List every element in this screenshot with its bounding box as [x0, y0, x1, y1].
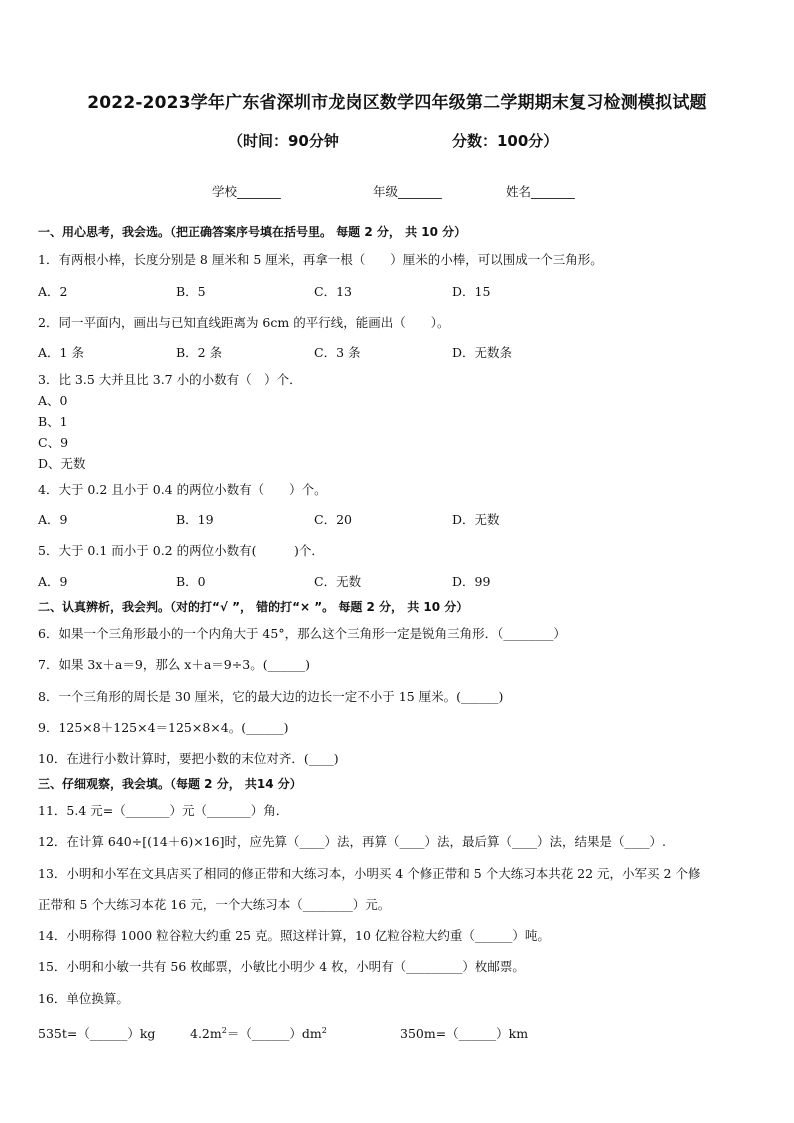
q1-option-d: D．15: [452, 284, 491, 299]
q16-area-exponent-2: 2: [321, 1025, 327, 1035]
question-8: 8．一个三角形的周长是 30 厘米，它的最大边的边长一定不小于 15 厘米。(______): [38, 689, 504, 704]
q16-area-exponent: 2: [221, 1025, 227, 1035]
question-9: 9．125×8＋125×4＝125×8×4。(______): [38, 720, 289, 735]
page-title: 2022-2023学年广东省深圳市龙岗区数学四年级第二学期期末复习检测模拟试题: [87, 93, 707, 113]
exam-score: 分数：100分）: [452, 132, 559, 150]
q5-option-d: D．99: [452, 574, 491, 589]
question-7: 7．如果 3x＋a＝9，那么 x＋a＝9÷3。(______): [38, 657, 310, 672]
q2-option-c: C．3 条: [314, 345, 361, 360]
question-13-line-2: 正带和 5 个大练习本花 16 元，一个大练习本（________）元。: [38, 897, 391, 912]
q5-option-c: C．无数: [314, 574, 362, 589]
section-1-heading: 一、用心思考，我会选。（把正确答案序号填在括号里。 每题 2 分， 共 10 分）: [38, 225, 467, 239]
q3-option-d: D、无数: [38, 456, 86, 471]
q3-option-b: B、1: [38, 414, 68, 429]
exam-time: （时间：90分钟: [228, 132, 339, 150]
q4-option-d: D．无数: [452, 512, 500, 527]
question-15: 15．小明和小敏一共有 56 枚邮票，小敏比小明少 4 枚，小明有（_________）枚邮票。: [38, 959, 525, 974]
q2-option-b: B．2 条: [176, 345, 223, 360]
q1-option-c: C．13: [314, 284, 352, 299]
q16-item-area: [190, 1024, 327, 1042]
question-14: 14．小明称得 1000 粒谷粒大约重 25 克。照这样计算，10 亿粒谷粒大约重（______）吨。: [38, 928, 550, 943]
q3-option-a: A、0: [38, 393, 68, 408]
grade-field: 年级_______: [373, 184, 442, 199]
q16-item-mass: 535t=（______）kg: [38, 1026, 156, 1041]
q4-option-b: B．19: [176, 512, 214, 527]
q5-option-b: B．0: [176, 574, 206, 589]
q4-option-a: A．9: [38, 512, 68, 527]
q1-option-a: A．2: [38, 284, 68, 299]
question-3: 3．比 3.5 大并且比 3.7 小的小数有（ ）个．: [38, 372, 302, 387]
section-2-heading: 二、认真辨析，我会判。（对的打“√ ”， 错的打“× ”。 每题 2 分， 共 10 分）: [38, 600, 469, 614]
question-12: 12．在计算 640÷[(14＋6)×16]时，应先算（____）法，再算（____）法，最后算（____）法，结果是（____）.: [38, 834, 666, 849]
question-5: 5．大于 0.1 而小于 0.2 的两位小数有( )个．: [38, 543, 324, 558]
q16-area-blank: ＝（______）dm: [226, 1026, 322, 1041]
q4-option-c: C．20: [314, 512, 352, 527]
question-16: 16．单位换算。: [38, 991, 129, 1006]
q3-option-c: C、9: [38, 435, 69, 450]
section-3-heading: 三、仔细观察，我会填。（每题 2 分， 共14 分）: [38, 777, 302, 791]
question-10: 10．在进行小数计算时，要把小数的末位对齐．(____): [38, 751, 339, 766]
q1-option-b: B．5: [176, 284, 206, 299]
q2-option-d: D．无数条: [452, 345, 513, 360]
q16-area-value: 4.2m: [190, 1026, 222, 1041]
question-11: 11．5.4 元=（_______）元（_______）角．: [38, 803, 289, 818]
question-2: 2．同一平面内，画出与已知直线距离为 6cm 的平行线，能画出（ ）。: [38, 315, 450, 330]
school-field: 学校_______: [212, 184, 281, 199]
name-field: 姓名_______: [506, 184, 575, 199]
q2-option-a: A．1 条: [38, 345, 84, 360]
question-1: 1．有两根小棒，长度分别是 8 厘米和 5 厘米，再拿一根（ ）厘米的小棒，可以围成一个三角形。: [38, 252, 603, 267]
question-6: 6．如果一个三角形最小的一个内角大于 45°，那么这个三角形一定是锐角三角形．（________）: [38, 626, 566, 641]
q16-item-length: 350m=（______）km: [400, 1026, 529, 1041]
q5-option-a: A．9: [38, 574, 68, 589]
question-13-line-1: 13．小明和小军在文具店买了相同的修正带和大练习本，小明买 4 个修正带和 5 个大练习本共花 22 元，小军买 2 个修: [38, 866, 701, 881]
question-4: 4．大于 0.2 且小于 0.4 的两位小数有（ ）个。: [38, 482, 327, 497]
